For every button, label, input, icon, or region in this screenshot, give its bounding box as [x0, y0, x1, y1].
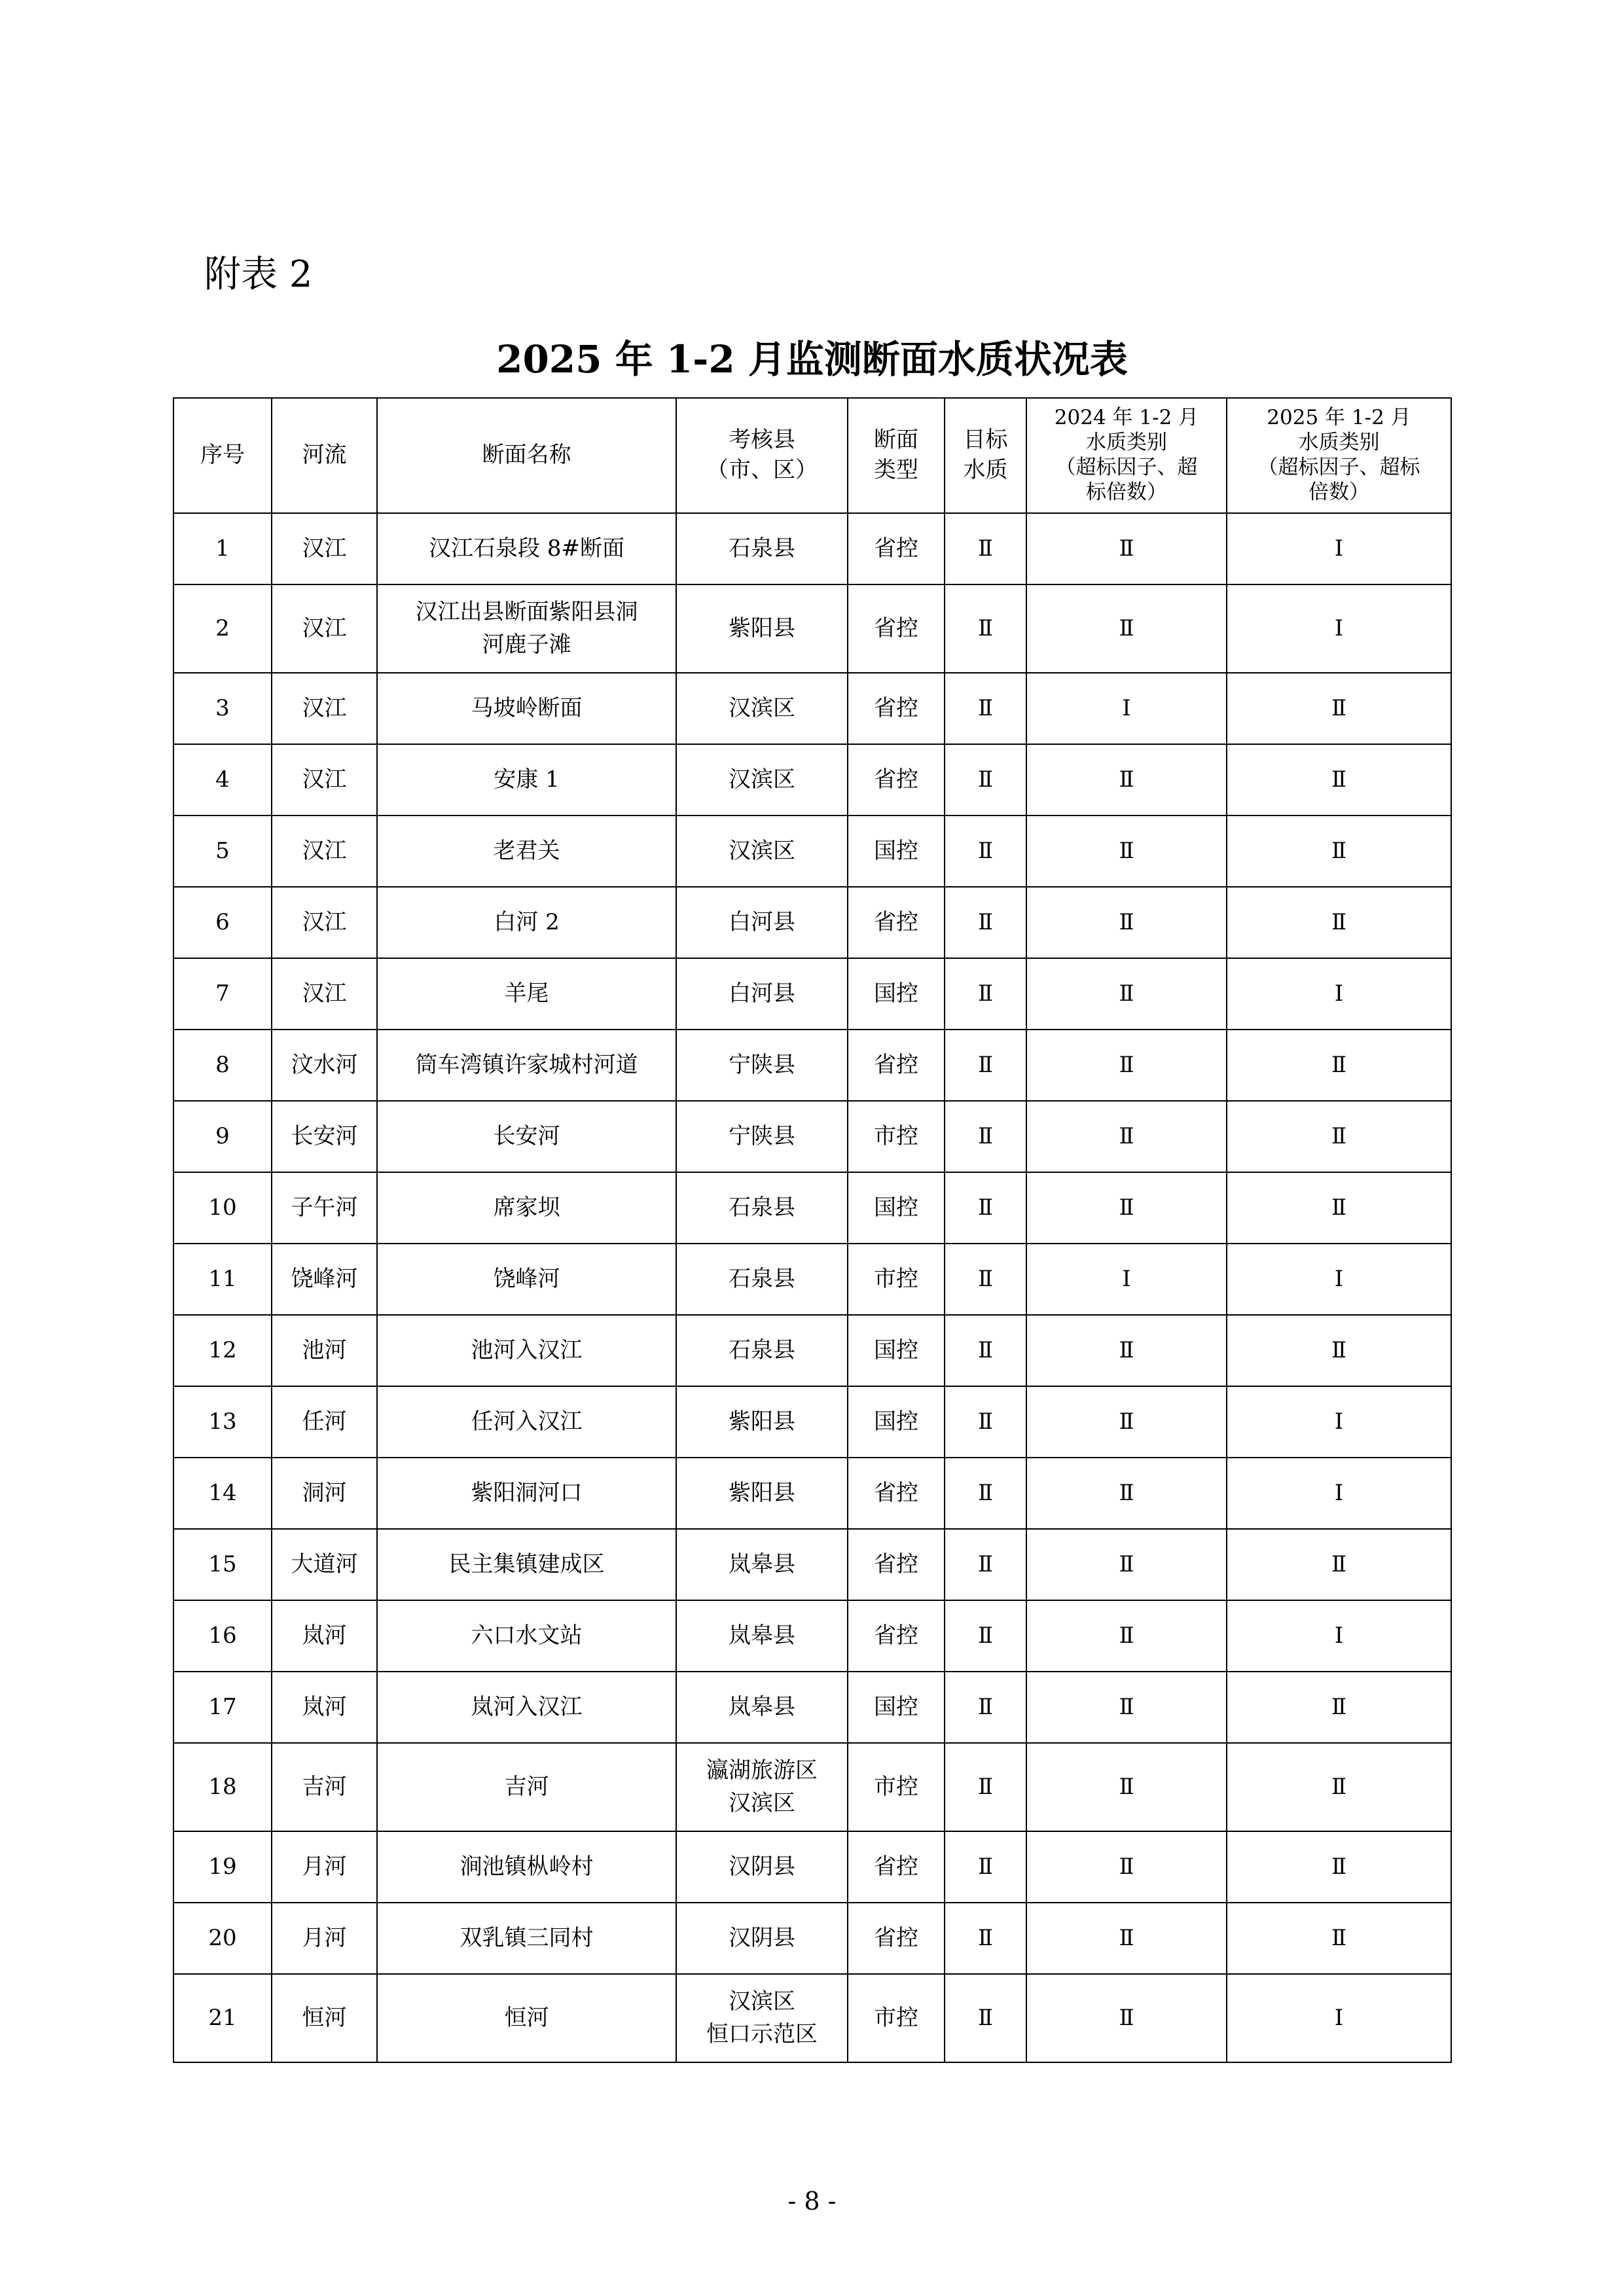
table-row [173, 513, 1451, 584]
table-row [173, 1458, 1451, 1529]
cell-section-line: 白河 2 [494, 908, 560, 935]
cell-section [377, 1600, 676, 1672]
header-q2024-line: 标倍数） [1086, 480, 1167, 504]
cell-quality-2024: Ⅱ [1026, 1743, 1227, 1831]
cell-no: 11 [173, 1244, 272, 1315]
cell-target: Ⅱ [945, 1030, 1026, 1101]
header-river: 河流 [272, 398, 377, 513]
cell-quality-2024: Ⅱ [1026, 958, 1227, 1030]
cell-target: Ⅱ [945, 744, 1026, 816]
cell-county [676, 1600, 848, 1672]
cell-no: 9 [173, 1101, 272, 1172]
cell-county [676, 1244, 848, 1315]
cell-target: Ⅱ [945, 958, 1026, 1030]
cell-section-line: 紫阳洞河口 [471, 1479, 583, 1506]
cell-quality-2024: Ⅱ [1026, 513, 1227, 584]
cell-river: 汉江 [272, 513, 377, 584]
cell-type: 国控 [848, 816, 945, 887]
cell-type: 市控 [848, 1974, 945, 2062]
cell-type: 省控 [848, 1458, 945, 1529]
cell-river: 月河 [272, 1831, 377, 1903]
cell-river: 汶水河 [272, 1030, 377, 1101]
cell-no: 6 [173, 887, 272, 958]
cell-section-line: 马坡岭断面 [471, 694, 583, 721]
table-row [173, 1172, 1451, 1244]
cell-section-line: 池河入汉江 [471, 1336, 583, 1363]
cell-quality-2024: Ⅰ [1026, 1244, 1227, 1315]
header-no: 序号 [173, 398, 272, 513]
cell-quality-2024: Ⅱ [1026, 584, 1227, 673]
cell-quality-2024: Ⅱ [1026, 1903, 1227, 1974]
cell-no: 18 [173, 1743, 272, 1831]
cell-section-line: 羊尾 [504, 980, 549, 1007]
cell-county-line: 汉滨区 [729, 694, 795, 721]
table-row [173, 958, 1451, 1030]
header-county-line: （市、区） [706, 457, 818, 483]
cell-county [676, 513, 848, 584]
cell-county-line: 岚皋县 [729, 1551, 795, 1577]
cell-quality-2025: Ⅱ [1227, 744, 1451, 816]
cell-section-line: 老君关 [493, 837, 560, 864]
cell-county [676, 1974, 848, 2062]
cell-county [676, 1315, 848, 1386]
header-q2024-line: （超标因子、超 [1055, 456, 1198, 479]
table-row [173, 1529, 1451, 1600]
cell-quality-2025: Ⅱ [1227, 1743, 1451, 1831]
cell-quality-2024: Ⅱ [1026, 1974, 1227, 2062]
table-header-row [173, 398, 1451, 513]
cell-section [377, 673, 676, 744]
appendix-label: 附表 2 [204, 253, 313, 296]
table-body [173, 513, 1451, 2062]
cell-no: 15 [173, 1529, 272, 1600]
cell-section [377, 744, 676, 816]
cell-county-line: 紫阳县 [729, 615, 795, 641]
cell-county-line: 石泉县 [729, 1194, 795, 1221]
cell-no: 5 [173, 816, 272, 887]
cell-no: 7 [173, 958, 272, 1030]
table-row [173, 1386, 1451, 1458]
table-row [173, 1974, 1451, 2062]
header-q2024-line: 水质类别 [1086, 431, 1167, 455]
header-q2025-line: 水质类别 [1298, 431, 1380, 455]
cell-quality-2024: Ⅱ [1026, 1101, 1227, 1172]
cell-section-line: 筒车湾镇许家城村河道 [415, 1051, 638, 1078]
header-target [945, 398, 1026, 513]
table-row [173, 673, 1451, 744]
cell-target: Ⅱ [945, 1672, 1026, 1743]
cell-no: 21 [173, 1974, 272, 2062]
cell-section [377, 816, 676, 887]
table-row [173, 1672, 1451, 1743]
cell-quality-2024: Ⅱ [1026, 744, 1227, 816]
cell-county [676, 584, 848, 673]
cell-quality-2025: Ⅱ [1227, 1831, 1451, 1903]
cell-river: 汉江 [272, 958, 377, 1030]
header-county-line: 考核县 [729, 427, 795, 454]
cell-county-line: 白河县 [729, 980, 795, 1007]
cell-no: 2 [173, 584, 272, 673]
cell-type: 省控 [848, 1600, 945, 1672]
cell-section-line: 安康 1 [494, 766, 560, 793]
cell-section-line: 岚河入汉江 [471, 1693, 583, 1720]
cell-section-line: 饶峰河 [493, 1265, 560, 1292]
cell-quality-2025: Ⅱ [1227, 1030, 1451, 1101]
cell-river: 任河 [272, 1386, 377, 1458]
header-q2025-line: （超标因子、超标 [1257, 456, 1420, 479]
cell-no: 19 [173, 1831, 272, 1903]
cell-river: 汉江 [272, 744, 377, 816]
cell-section-line: 恒河 [504, 2004, 549, 2031]
cell-river: 岚河 [272, 1672, 377, 1743]
water-quality-table [173, 397, 1452, 2063]
table-row [173, 1903, 1451, 1974]
table-row [173, 584, 1451, 673]
cell-section-line: 双乳镇三同村 [460, 1924, 594, 1951]
cell-section [377, 1172, 676, 1244]
cell-section [377, 1831, 676, 1903]
cell-no: 8 [173, 1030, 272, 1101]
cell-type: 国控 [848, 1672, 945, 1743]
cell-no: 16 [173, 1600, 272, 1672]
cell-type: 市控 [848, 1244, 945, 1315]
cell-river: 汉江 [272, 816, 377, 887]
cell-county [676, 1386, 848, 1458]
cell-river: 洞河 [272, 1458, 377, 1529]
cell-quality-2025: Ⅰ [1227, 1600, 1451, 1672]
cell-section-line: 长安河 [493, 1122, 560, 1149]
cell-river: 子午河 [272, 1172, 377, 1244]
cell-section [377, 1529, 676, 1600]
cell-county-line: 石泉县 [729, 1265, 795, 1292]
cell-section [377, 1386, 676, 1458]
cell-county-line: 汉阴县 [729, 1924, 795, 1951]
cell-county [676, 1831, 848, 1903]
cell-county [676, 816, 848, 887]
cell-quality-2025: Ⅰ [1227, 1974, 1451, 2062]
cell-county [676, 673, 848, 744]
cell-quality-2024: Ⅱ [1026, 1672, 1227, 1743]
cell-quality-2024: Ⅱ [1026, 1600, 1227, 1672]
table-row [173, 1600, 1451, 1672]
cell-section [377, 584, 676, 673]
cell-county-line: 石泉县 [729, 1336, 795, 1363]
cell-section [377, 1903, 676, 1974]
header-q2025-line: 2025 年 1-2 月 [1267, 406, 1411, 430]
cell-target: Ⅱ [945, 1743, 1026, 1831]
cell-target: Ⅱ [945, 1315, 1026, 1386]
cell-county-line: 岚皋县 [729, 1693, 795, 1720]
table-row [173, 744, 1451, 816]
cell-quality-2024: Ⅱ [1026, 1172, 1227, 1244]
cell-target: Ⅱ [945, 1600, 1026, 1672]
cell-county-line: 宁陕县 [729, 1051, 795, 1078]
cell-county-line: 石泉县 [729, 535, 795, 562]
cell-no: 13 [173, 1386, 272, 1458]
cell-county [676, 744, 848, 816]
cell-quality-2025: Ⅰ [1227, 1386, 1451, 1458]
table-row [173, 887, 1451, 958]
cell-section [377, 513, 676, 584]
cell-target: Ⅱ [945, 1529, 1026, 1600]
cell-county-line: 宁陕县 [729, 1122, 795, 1149]
cell-target: Ⅱ [945, 1101, 1026, 1172]
cell-section [377, 1458, 676, 1529]
cell-type: 省控 [848, 1903, 945, 1974]
cell-quality-2024: Ⅱ [1026, 1458, 1227, 1529]
cell-quality-2025: Ⅱ [1227, 816, 1451, 887]
cell-no: 12 [173, 1315, 272, 1386]
cell-section [377, 1974, 676, 2062]
cell-section-line: 河鹿子滩 [482, 631, 571, 658]
cell-quality-2025: Ⅱ [1227, 1903, 1451, 1974]
cell-type: 省控 [848, 584, 945, 673]
cell-section [377, 1244, 676, 1315]
cell-quality-2025: Ⅱ [1227, 887, 1451, 958]
header-q2025-line: 倍数） [1308, 480, 1369, 504]
cell-type: 市控 [848, 1101, 945, 1172]
cell-target: Ⅱ [945, 816, 1026, 887]
cell-type: 国控 [848, 1315, 945, 1386]
cell-target: Ⅱ [945, 1386, 1026, 1458]
cell-quality-2025: Ⅱ [1227, 1315, 1451, 1386]
cell-section-line: 六口水文站 [471, 1622, 583, 1649]
cell-river: 大道河 [272, 1529, 377, 1600]
cell-target: Ⅱ [945, 1458, 1026, 1529]
cell-county-line: 汉滨区 [729, 837, 795, 864]
cell-section [377, 1743, 676, 1831]
cell-quality-2024: Ⅱ [1026, 1529, 1227, 1600]
cell-river: 饶峰河 [272, 1244, 377, 1315]
cell-type: 国控 [848, 958, 945, 1030]
page-number: - 8 - [787, 2187, 837, 2215]
cell-river: 吉河 [272, 1743, 377, 1831]
cell-quality-2024: Ⅱ [1026, 1030, 1227, 1101]
cell-county [676, 1903, 848, 1974]
header-county [676, 398, 848, 513]
cell-type: 市控 [848, 1743, 945, 1831]
cell-quality-2025: Ⅰ [1227, 513, 1451, 584]
table-row [173, 1315, 1451, 1386]
cell-no: 4 [173, 744, 272, 816]
cell-quality-2025: Ⅰ [1227, 1458, 1451, 1529]
cell-section [377, 1315, 676, 1386]
cell-county [676, 1743, 848, 1831]
cell-type: 国控 [848, 1386, 945, 1458]
cell-quality-2025: Ⅰ [1227, 958, 1451, 1030]
cell-no: 1 [173, 513, 272, 584]
cell-county-line: 汉滨区 [729, 1988, 795, 2015]
cell-quality-2025: Ⅱ [1227, 673, 1451, 744]
cell-quality-2024: Ⅱ [1026, 1831, 1227, 1903]
cell-quality-2024: Ⅰ [1026, 673, 1227, 744]
cell-county-line: 瀛湖旅游区 [706, 1757, 818, 1784]
cell-county-line: 汉滨区 [729, 766, 795, 793]
cell-target: Ⅱ [945, 1974, 1026, 2062]
cell-target: Ⅱ [945, 1903, 1026, 1974]
cell-section-line: 任河入汉江 [471, 1408, 583, 1435]
table-row [173, 1743, 1451, 1831]
header-target-line: 目标 [963, 427, 1008, 454]
cell-county-line: 紫阳县 [729, 1408, 795, 1435]
table-row [173, 1831, 1451, 1903]
cell-type: 省控 [848, 513, 945, 584]
cell-quality-2025: Ⅱ [1227, 1101, 1451, 1172]
header-q2024-line: 2024 年 1-2 月 [1054, 406, 1199, 430]
cell-quality-2025: Ⅰ [1227, 584, 1451, 673]
table-row [173, 816, 1451, 887]
cell-section [377, 1101, 676, 1172]
header-type-line: 断面 [874, 427, 918, 454]
cell-type: 省控 [848, 887, 945, 958]
cell-river: 恒河 [272, 1974, 377, 2062]
cell-type: 省控 [848, 1030, 945, 1101]
cell-county [676, 1172, 848, 1244]
cell-quality-2024: Ⅱ [1026, 816, 1227, 887]
cell-target: Ⅱ [945, 887, 1026, 958]
cell-county [676, 1672, 848, 1743]
cell-section [377, 1672, 676, 1743]
cell-section [377, 887, 676, 958]
cell-county-line: 白河县 [729, 908, 795, 935]
cell-river: 岚河 [272, 1600, 377, 1672]
cell-type: 省控 [848, 744, 945, 816]
cell-target: Ⅱ [945, 584, 1026, 673]
cell-county-line: 汉阴县 [729, 1853, 795, 1880]
header-section: 断面名称 [377, 398, 676, 513]
cell-section-line: 席家坝 [493, 1194, 560, 1221]
cell-river: 月河 [272, 1903, 377, 1974]
header-quality-2024 [1026, 398, 1227, 513]
cell-quality-2024: Ⅱ [1026, 887, 1227, 958]
cell-section-line: 民主集镇建成区 [448, 1551, 605, 1577]
table-row [173, 1244, 1451, 1315]
cell-county [676, 1529, 848, 1600]
cell-county [676, 887, 848, 958]
cell-county-line: 汉滨区 [729, 1789, 795, 1816]
page-title: 2025 年 1-2 月监测断面水质状况表 [496, 337, 1128, 382]
cell-quality-2025: Ⅱ [1227, 1172, 1451, 1244]
cell-section-line: 吉河 [504, 1773, 549, 1800]
cell-no: 10 [173, 1172, 272, 1244]
header-type [848, 398, 945, 513]
cell-river: 长安河 [272, 1101, 377, 1172]
cell-quality-2025: Ⅱ [1227, 1672, 1451, 1743]
cell-section [377, 958, 676, 1030]
cell-target: Ⅱ [945, 1244, 1026, 1315]
cell-target: Ⅱ [945, 1172, 1026, 1244]
cell-target: Ⅱ [945, 1831, 1026, 1903]
cell-type: 省控 [848, 1831, 945, 1903]
cell-no: 20 [173, 1903, 272, 1974]
cell-river: 汉江 [272, 887, 377, 958]
cell-target: Ⅱ [945, 513, 1026, 584]
cell-no: 17 [173, 1672, 272, 1743]
cell-quality-2024: Ⅱ [1026, 1315, 1227, 1386]
cell-county [676, 1101, 848, 1172]
table-row [173, 1101, 1451, 1172]
cell-quality-2024: Ⅱ [1026, 1386, 1227, 1458]
cell-type: 省控 [848, 1529, 945, 1600]
cell-section [377, 1030, 676, 1101]
cell-section-line: 汉江石泉段 8#断面 [429, 535, 624, 562]
cell-no: 14 [173, 1458, 272, 1529]
cell-quality-2025: Ⅰ [1227, 1244, 1451, 1315]
cell-target: Ⅱ [945, 673, 1026, 744]
cell-type: 省控 [848, 673, 945, 744]
cell-county [676, 1458, 848, 1529]
cell-county [676, 1030, 848, 1101]
cell-county-line: 恒口示范区 [706, 2020, 818, 2047]
cell-river: 汉江 [272, 584, 377, 673]
cell-section-line: 涧池镇枞岭村 [460, 1853, 594, 1880]
header-quality-2025 [1227, 398, 1451, 513]
cell-county [676, 958, 848, 1030]
cell-no: 3 [173, 673, 272, 744]
table-row [173, 1030, 1451, 1101]
cell-county-line: 岚皋县 [729, 1622, 795, 1649]
cell-section-line: 汉江出县断面紫阳县洞 [415, 599, 638, 626]
cell-river: 汉江 [272, 673, 377, 744]
cell-river: 池河 [272, 1315, 377, 1386]
header-type-line: 类型 [874, 457, 918, 483]
cell-type: 国控 [848, 1172, 945, 1244]
cell-quality-2025: Ⅱ [1227, 1529, 1451, 1600]
cell-county-line: 紫阳县 [729, 1479, 795, 1506]
header-target-line: 水质 [963, 457, 1008, 483]
